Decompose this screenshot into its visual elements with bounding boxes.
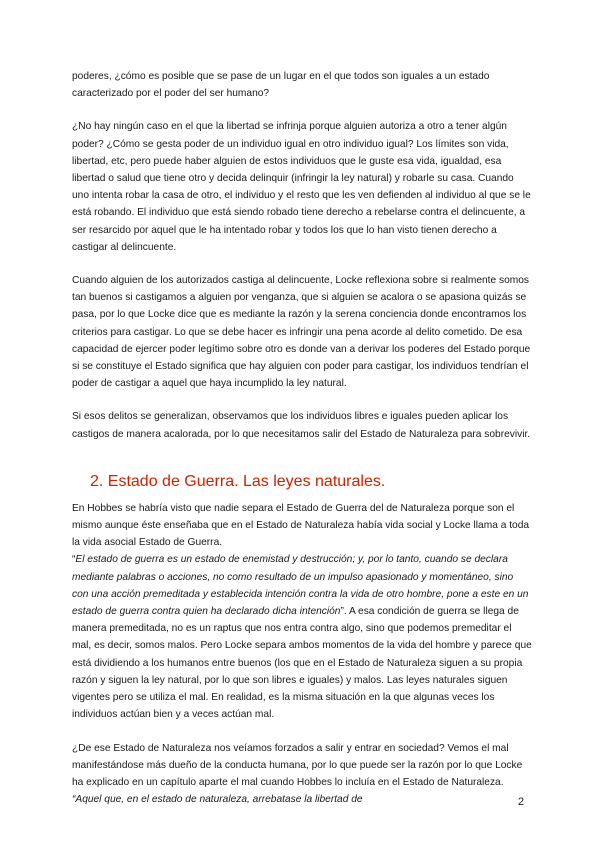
quote-open-mark: “: [72, 554, 76, 566]
paragraph-6-text: ¿De ese Estado de Naturaleza nos veíamos forzados a salir y entrar en sociedad? Vemos el mal manifestándose más dueño de la conducta humana, por lo que puede ser la razón por lo que Locke ha explicado en un capítulo aparte el mal cuando Hobbes lo incluía en el Estado de Naturaleza.: [72, 742, 523, 788]
paragraph-5-continuation: ”. A esa condición de guerra se llega de manera premeditada, no es un raptus que nos entra contra algo, sino que podemos premeditar el mal, es decir, somos malos. Pero Locke separa ambos momentos de la vida del hombre y parece que está dividiendo a los humanos entre buenos (los que en el Estado de Naturaleza siguen a su propia razón y siguen la ley natural, por lo que son libres e iguales) y malos. Las leyes naturales siguen vigentes pero se utiliza el mal. En realidad, es la misma situación en la que algunas veces los individuos actúan bien y a veces actúan mal.: [72, 606, 532, 721]
locke-quote-war: El estado de guerra es un estado de enemistad y destrucción; y, por lo tanto, cuando se declara mediante palabras o acciones, no como resultado de un impulso apasionado y momentáneo, sino con una acción premeditada y establecida intención contra la vida de otro hombre, pone a este en un estado de guerra contra quien ha declarado dicha intención: [72, 554, 529, 618]
paragraph-3: Cuando alguien de los autorizados castiga al delincuente, Locke reflexiona sobre si realmente somos tan buenos si castigamos a alguien por venganza, que si alguien se acalora o se apasiona quizás se pasa, por lo que Locke dice que es mediante la razón y la serena conciencia donde encontramos los criterios para castigar. Lo que se debe hacer es infringir una pena acorde al delito cometido. De esa capacidad de ejercer poder legítimo sobre otro es donde van a derivar los poderes del Estado porque si se constituye el Estado significa que hay alguien con poder para castigar, los individuos tendrían el poder de castigar a aquel que haya incumplido la ley natural.: [72, 275, 531, 390]
section-heading: 2. Estado de Guerra. Las leyes naturales.: [90, 472, 386, 490]
page-number: 2: [518, 796, 525, 808]
paragraph-1: poderes, ¿cómo es posible que se pase de un lugar en el que todos son iguales a un estado caracterizado por el poder del ser humano?: [72, 71, 490, 100]
paragraph-4: Si esos delitos se generalizan, observamos que los individuos libres e iguales pueden aplicar los castigos de manera acalorada, por lo que necesitamos salir del Estado de Naturaleza para sobrevivir.: [72, 411, 531, 440]
paragraph-2: ¿No hay ningún caso en el que la libertad se infrinja porque alguien autoriza a otro a tener algún poder? ¿Cómo se gesta poder de un individuo igual en otro individuo igual? Los límites son vida, libertad, etc, pero puede haber alguien de estos individuos que le guste esa vida, igualdad, esa libertad o salud que tiene otro y decida delinquir (infringir la ley natural) y robarle su casa. Cuando uno intenta robar la casa de otro, el individuo y el resto que les ven defienden al individuo al que se le está robando. El individuo que está siendo robado tiene derecho a rebelarse contra el delincuente, a ser resarcido por aquel que le ha intentado robar y todos los que lo han visto tienen derecho a castigar al delincuente.: [72, 121, 531, 253]
paragraph-6: [72, 740, 532, 809]
paragraph-5: [72, 500, 532, 724]
paragraph-5-intro: En Hobbes se habría visto que nadie separa el Estado de Guerra del de Naturaleza porque son el mismo aunque éste enseñaba que en el Estado de Naturaleza había vida social y Locke llama a toda la vida asocial Estado de Guerra.: [72, 502, 530, 549]
locke-quote-liberty: “Aquel que, en el estado de naturaleza, arrebatase la libertad de: [72, 794, 363, 806]
document-body: [72, 68, 532, 808]
